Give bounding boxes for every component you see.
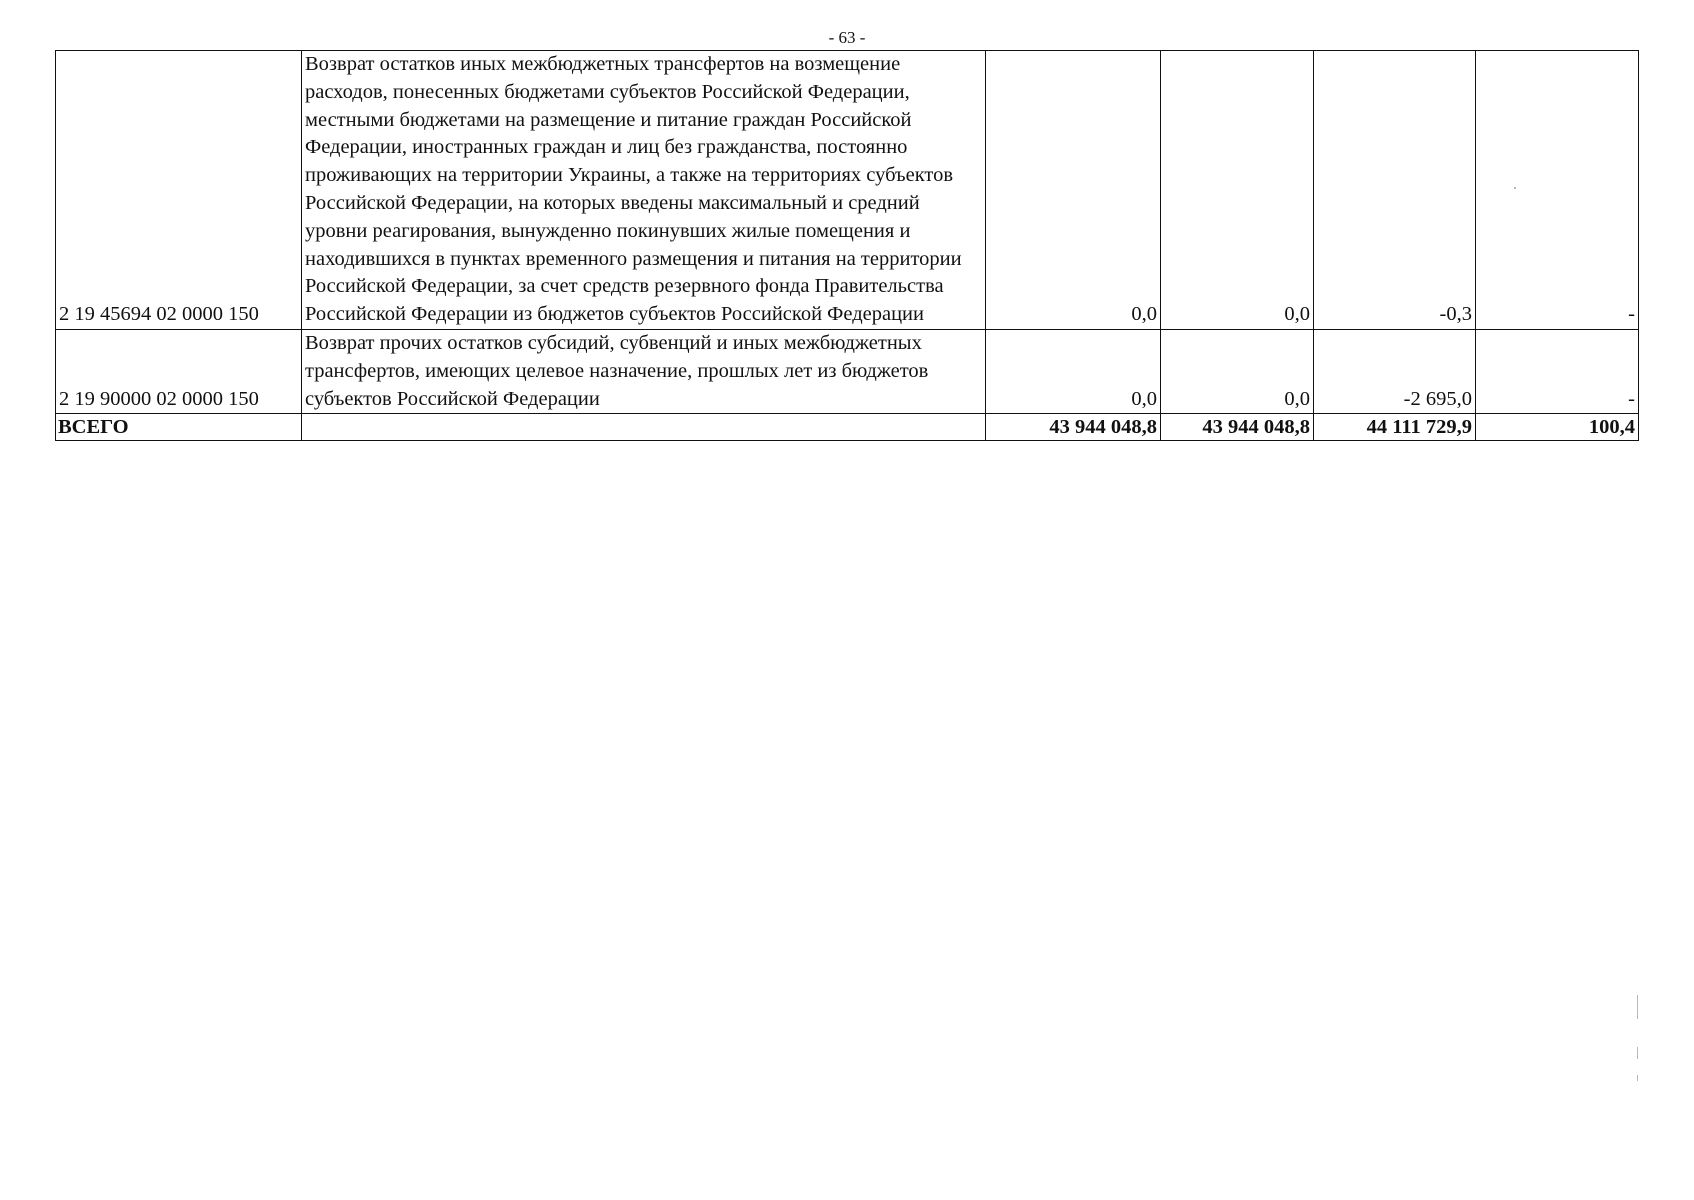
- scan-speck: [1637, 1047, 1638, 1059]
- value-cell-3: -0,3: [1314, 51, 1476, 330]
- total-value-4: 100,4: [1476, 414, 1639, 441]
- value-cell-2: 0,0: [1161, 329, 1314, 413]
- page-number: - 63 -: [828, 28, 866, 47]
- total-row: [56, 414, 1639, 441]
- description-cell: Возврат остатков иных межбюджетных трансфертов на возмещение расходов, понесенных бюджетами субъектов Российской Федерации, местными бюджетами на размещение и питание граждан Российской Федерации, иностранных граждан и лиц без гражданства, постоянно проживающих на территории Украины, а также на территориях субъектов Российской Федерации, на которых введены максимальный и средний уровни реагирования, вынужденно покинувших жилые помещения и находившихся в пунктах временного размещения и питания на территории Российской Федерации, за счет средств резервного фонда Правительства Российской Федерации из бюджетов субъектов Российской Федерации: [302, 51, 986, 330]
- budget-table: [55, 50, 1639, 441]
- total-value-3: 44 111 729,9: [1314, 414, 1476, 441]
- table-row: [56, 329, 1639, 413]
- budget-code-cell: 2 19 45694 02 0000 150: [56, 51, 302, 330]
- scan-speck: [1514, 187, 1516, 189]
- description-cell: Возврат прочих остатков субсидий, субвенций и иных межбюджетных трансфертов, имеющих целевое назначение, прошлых лет из бюджетов субъектов Российской Федерации: [302, 329, 986, 413]
- total-description-cell: [302, 414, 986, 441]
- total-label: ВСЕГО: [56, 414, 302, 441]
- scan-speck: [1637, 1075, 1638, 1081]
- total-value-1: 43 944 048,8: [986, 414, 1161, 441]
- scan-speck: [1637, 995, 1638, 1019]
- value-cell-1: 0,0: [986, 329, 1161, 413]
- value-cell-2: 0,0: [1161, 51, 1314, 330]
- total-value-2: 43 944 048,8: [1161, 414, 1314, 441]
- value-cell-4: -: [1476, 51, 1639, 330]
- value-cell-1: 0,0: [986, 51, 1161, 330]
- value-cell-3: -2 695,0: [1314, 329, 1476, 413]
- budget-code-cell: 2 19 90000 02 0000 150: [56, 329, 302, 413]
- value-cell-4: -: [1476, 329, 1639, 413]
- table-row: [56, 51, 1639, 330]
